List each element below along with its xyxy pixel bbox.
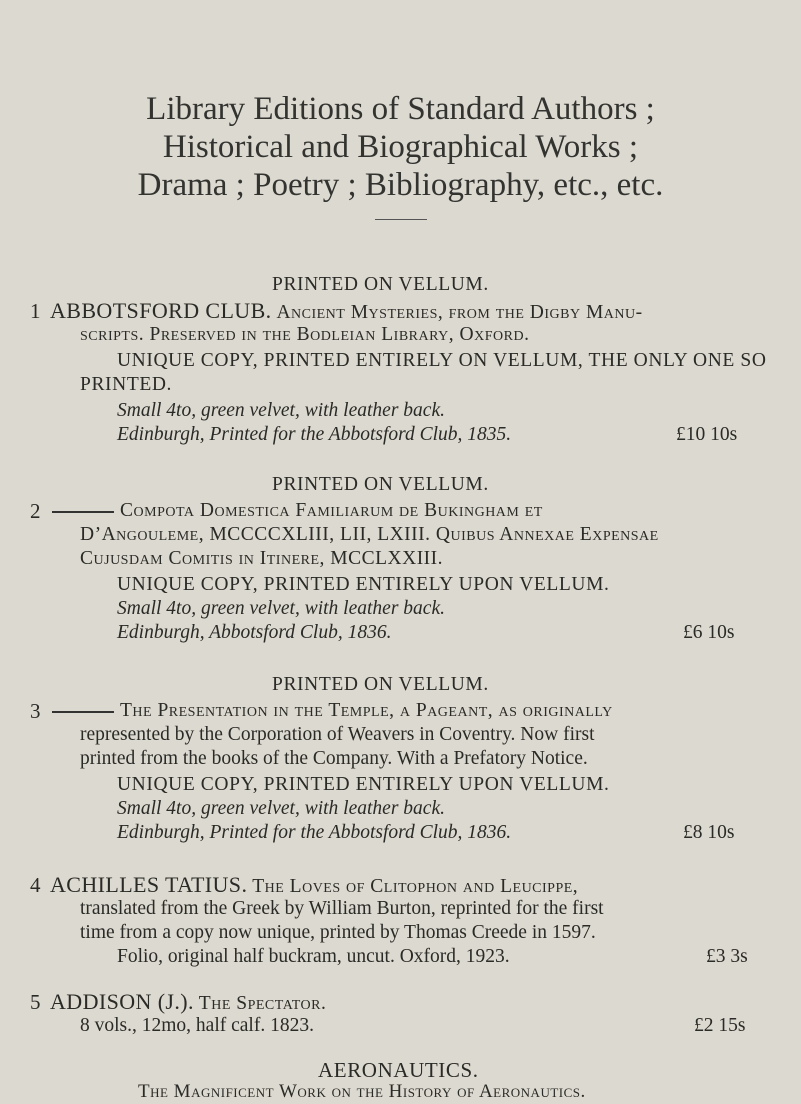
- entry-4-title: The Loves of Clitophon and Leucippe,: [252, 876, 579, 897]
- entry-6-subhead: The Magnificent Work on the History of Aeronautics.: [138, 1081, 586, 1102]
- page-heading-line-3: Drama ; Poetry ; Bibliography, etc., etc.: [137, 167, 664, 203]
- entry-3-imprint: Edinburgh, Printed for the Abbotsford Club, 1836.: [117, 822, 512, 843]
- entry-4-price: £3 3s: [706, 946, 748, 967]
- entry-1-note-cont: PRINTED.: [80, 374, 173, 395]
- entry-4-author: ACHILLES TATIUS.: [50, 872, 248, 897]
- entry-4-title-cont-2: time from a copy now unique, printed by Thomas Creede in 1597.: [80, 922, 596, 943]
- entry-1-format: Small 4to, green velvet, with leather back.: [117, 400, 445, 421]
- entry-2-format: Small 4to, green velvet, with leather back.: [117, 598, 445, 619]
- page-heading-line-2: Historical and Biographical Works ;: [162, 129, 639, 165]
- entry-1-title-cont: scripts. Preserved in the Bodleian Library, Oxford.: [80, 324, 530, 345]
- entry-2-title-cont-2: Cujusdam Comitis in Itinere, MCCLXXIII.: [80, 548, 444, 569]
- entry-2-ditto-dash: [52, 511, 114, 513]
- entry-1-heading: [50, 299, 643, 325]
- entry-2-title: Compota Domestica Familiarum de Bukingham et: [120, 500, 543, 521]
- entry-3-title: The Presentation in the Temple, a Pageant, as originally: [120, 700, 613, 721]
- section-heading-aeronautics: AERONAUTICS.: [318, 1058, 479, 1082]
- entry-1-subhead: PRINTED ON VELLUM.: [272, 274, 489, 295]
- entry-5-price: £2 15s: [694, 1015, 746, 1036]
- entry-1-title: Ancient Mysteries, from the Digby Manu-: [276, 302, 643, 323]
- entry-2-number: 2: [30, 499, 41, 523]
- entry-4-title-cont: translated from the Greek by William Burton, reprinted for the first: [80, 898, 604, 919]
- entry-3-note: UNIQUE COPY, PRINTED ENTIRELY UPON VELLUM.: [117, 774, 610, 795]
- entry-1-number: 1: [30, 299, 41, 323]
- entry-4-number: 4: [30, 873, 41, 897]
- entry-2-title-cont: D’Angouleme, MCCCCXLIII, LII, LXIII. Quibus Annexae Expensae: [80, 524, 659, 545]
- entry-1-price: £10 10s: [676, 424, 738, 445]
- entry-3-title-cont-2: printed from the books of the Company. With a Prefatory Notice.: [80, 748, 588, 769]
- entry-1-imprint: Edinburgh, Printed for the Abbotsford Club, 1835.: [117, 424, 512, 445]
- entry-5-heading: [50, 990, 326, 1016]
- entry-2-price: £6 10s: [683, 622, 735, 643]
- entry-1-author: ABBOTSFORD CLUB.: [50, 298, 272, 323]
- entry-4-heading: [50, 873, 578, 899]
- entry-4-format: Folio, original half buckram, uncut. Oxford, 1923.: [117, 946, 510, 967]
- entry-3-number: 3: [30, 699, 41, 723]
- entry-5-title: The Spectator.: [198, 993, 327, 1014]
- entry-2-note: UNIQUE COPY, PRINTED ENTIRELY UPON VELLUM.: [117, 574, 610, 595]
- entry-1-note: UNIQUE COPY, PRINTED ENTIRELY ON VELLUM, THE ONLY ONE SO: [117, 350, 767, 371]
- entry-2-subhead: PRINTED ON VELLUM.: [272, 474, 489, 495]
- entry-5-number: 5: [30, 990, 41, 1014]
- entry-5-author: ADDISON (J.).: [50, 989, 194, 1014]
- entry-3-title-cont: represented by the Corporation of Weavers in Coventry. Now first: [80, 724, 595, 745]
- heading-divider: [375, 219, 427, 220]
- page-heading-line-1: Library Editions of Standard Authors ;: [146, 91, 655, 127]
- entry-3-price: £8 10s: [683, 822, 735, 843]
- entry-3-ditto-dash: [52, 711, 114, 713]
- entry-3-subhead: PRINTED ON VELLUM.: [272, 674, 489, 695]
- entry-3-format: Small 4to, green velvet, with leather back.: [117, 798, 445, 819]
- entry-5-format: 8 vols., 12mo, half calf. 1823.: [80, 1015, 314, 1036]
- entry-2-imprint: Edinburgh, Abbotsford Club, 1836.: [117, 622, 392, 643]
